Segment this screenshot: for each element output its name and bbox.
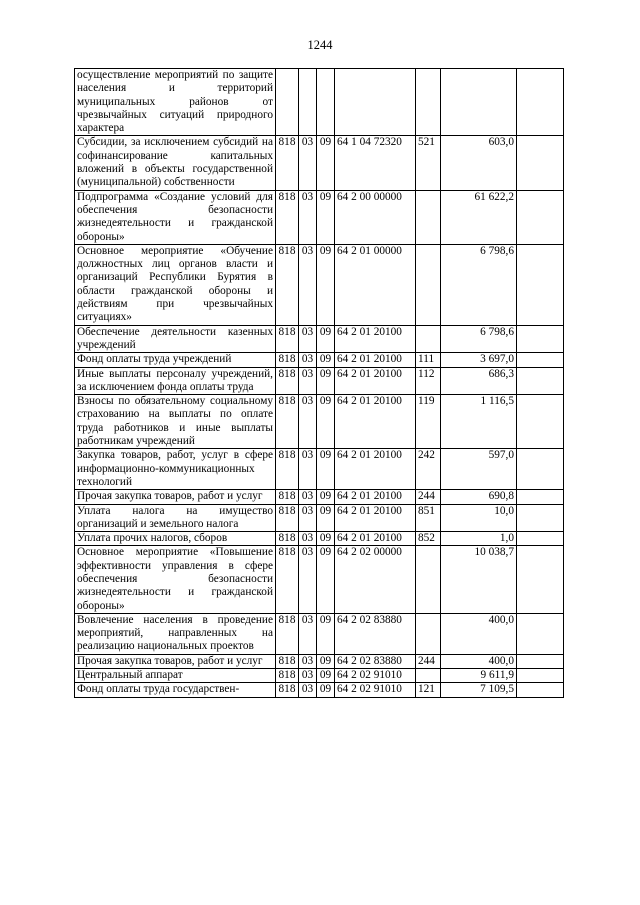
section-cell: 03 (299, 683, 317, 697)
ministry-code-cell: 818 (276, 244, 299, 325)
row-name-cell: Фонд оплаты труда государствен- (75, 683, 276, 697)
empty-cell (517, 325, 564, 353)
target-article-cell: 64 2 01 20100 (335, 449, 416, 490)
row-name-cell: Прочая закупка товаров, работ и услуг (75, 490, 276, 504)
empty-cell (517, 367, 564, 395)
table-row (75, 613, 564, 654)
ministry-code-cell: 818 (276, 353, 299, 367)
section-cell: 03 (299, 325, 317, 353)
target-article-cell: 64 2 02 91010 (335, 669, 416, 683)
empty-cell (517, 136, 564, 190)
subsection-cell: 09 (317, 654, 335, 668)
section-cell: 03 (299, 490, 317, 504)
amount-cell: 9 611,9 (441, 669, 517, 683)
ministry-code-cell: 818 (276, 613, 299, 654)
subsection-cell: 09 (317, 546, 335, 613)
empty-cell (517, 613, 564, 654)
ministry-code-cell: 818 (276, 683, 299, 697)
table-row (75, 367, 564, 395)
section-cell: 03 (299, 244, 317, 325)
amount-cell: 6 798,6 (441, 325, 517, 353)
empty-cell (517, 546, 564, 613)
subsection-cell: 09 (317, 683, 335, 697)
row-name-cell: осуществление мероприятий по защите населения и территорий муниципальных районов от чрезвычайных ситуаций природного характера (75, 69, 276, 136)
expense-type-cell: 244 (416, 654, 441, 668)
empty-cell (517, 683, 564, 697)
table-row (75, 449, 564, 490)
expense-type-cell (416, 244, 441, 325)
empty-cell (517, 353, 564, 367)
row-name-cell: Центральный аппарат (75, 669, 276, 683)
table-row (75, 190, 564, 244)
amount-cell: 686,3 (441, 367, 517, 395)
section-cell: 03 (299, 136, 317, 190)
amount-cell: 3 697,0 (441, 353, 517, 367)
section-cell (299, 69, 317, 136)
table-row (75, 244, 564, 325)
target-article-cell: 64 2 00 00000 (335, 190, 416, 244)
table-body (75, 69, 564, 698)
amount-cell: 1 116,5 (441, 395, 517, 449)
ministry-code-cell: 818 (276, 490, 299, 504)
amount-cell: 10 038,7 (441, 546, 517, 613)
empty-cell (517, 244, 564, 325)
ministry-code-cell (276, 69, 299, 136)
ministry-code-cell: 818 (276, 395, 299, 449)
ministry-code-cell: 818 (276, 449, 299, 490)
table-row (75, 504, 564, 532)
table-row (75, 69, 564, 136)
ministry-code-cell: 818 (276, 546, 299, 613)
expense-type-cell (416, 613, 441, 654)
table-row (75, 395, 564, 449)
table-row (75, 669, 564, 683)
row-name-cell: Иные выплаты персоналу учреждений, за исключением фонда оплаты труда (75, 367, 276, 395)
ministry-code-cell: 818 (276, 669, 299, 683)
target-article-cell: 64 2 01 20100 (335, 325, 416, 353)
section-cell: 03 (299, 353, 317, 367)
subsection-cell: 09 (317, 532, 335, 546)
section-cell: 03 (299, 532, 317, 546)
expense-type-cell (416, 325, 441, 353)
expense-type-cell: 111 (416, 353, 441, 367)
empty-cell (517, 190, 564, 244)
subsection-cell (317, 69, 335, 136)
expense-type-cell: 851 (416, 504, 441, 532)
subsection-cell: 09 (317, 490, 335, 504)
amount-cell: 6 798,6 (441, 244, 517, 325)
table-row (75, 490, 564, 504)
row-name-cell: Основное мероприятие «Повышение эффективности управления в сфере обеспечения безопасности жизнедеятельности и гражданской обороны» (75, 546, 276, 613)
subsection-cell: 09 (317, 449, 335, 490)
subsection-cell: 09 (317, 353, 335, 367)
section-cell: 03 (299, 654, 317, 668)
target-article-cell: 64 2 01 20100 (335, 504, 416, 532)
expense-type-cell: 521 (416, 136, 441, 190)
table-row (75, 325, 564, 353)
row-name-cell: Фонд оплаты труда учреждений (75, 353, 276, 367)
target-article-cell: 64 2 01 20100 (335, 532, 416, 546)
subsection-cell: 09 (317, 613, 335, 654)
expense-type-cell: 244 (416, 490, 441, 504)
row-name-cell: Взносы по обязательному социальному страхованию на выплаты по оплате труда работников и иные выплаты работникам учреждений (75, 395, 276, 449)
target-article-cell: 64 2 01 20100 (335, 395, 416, 449)
table-row (75, 654, 564, 668)
subsection-cell: 09 (317, 325, 335, 353)
table-row (75, 683, 564, 697)
target-article-cell: 64 2 01 20100 (335, 353, 416, 367)
ministry-code-cell: 818 (276, 654, 299, 668)
ministry-code-cell: 818 (276, 367, 299, 395)
expense-type-cell: 112 (416, 367, 441, 395)
row-name-cell: Вовлечение населения в проведение мероприятий, направленных на реализацию национальных проектов (75, 613, 276, 654)
section-cell: 03 (299, 367, 317, 395)
expense-type-cell (416, 69, 441, 136)
amount-cell: 690,8 (441, 490, 517, 504)
row-name-cell: Основное мероприятие «Обучение должностных лиц органов власти и организаций Республики Бурятия в области гражданской обороны и действиям при чрезвычайных ситуациях» (75, 244, 276, 325)
section-cell: 03 (299, 395, 317, 449)
section-cell: 03 (299, 449, 317, 490)
table-row (75, 353, 564, 367)
subsection-cell: 09 (317, 504, 335, 532)
amount-cell: 400,0 (441, 613, 517, 654)
row-name-cell: Уплата налога на имущество организаций и земельного налога (75, 504, 276, 532)
empty-cell (517, 69, 564, 136)
amount-cell: 61 622,2 (441, 190, 517, 244)
ministry-code-cell: 818 (276, 325, 299, 353)
expense-type-cell (416, 190, 441, 244)
target-article-cell (335, 69, 416, 136)
amount-cell: 1,0 (441, 532, 517, 546)
empty-cell (517, 532, 564, 546)
amount-cell: 7 109,5 (441, 683, 517, 697)
amount-cell: 400,0 (441, 654, 517, 668)
ministry-code-cell: 818 (276, 532, 299, 546)
target-article-cell: 64 1 04 72320 (335, 136, 416, 190)
section-cell: 03 (299, 613, 317, 654)
expense-type-cell: 242 (416, 449, 441, 490)
empty-cell (517, 654, 564, 668)
ministry-code-cell: 818 (276, 504, 299, 532)
expense-type-cell (416, 546, 441, 613)
section-cell: 03 (299, 546, 317, 613)
target-article-cell: 64 2 01 20100 (335, 367, 416, 395)
row-name-cell: Субсидии, за исключением субсидий на софинансирование капитальных вложений в объекты государственной (муниципальной) собственности (75, 136, 276, 190)
row-name-cell: Подпрограмма «Создание условий для обеспечения безопасности жизнедеятельности и гражданской обороны» (75, 190, 276, 244)
amount-cell: 597,0 (441, 449, 517, 490)
target-article-cell: 64 2 01 00000 (335, 244, 416, 325)
expense-type-cell: 121 (416, 683, 441, 697)
row-name-cell: Закупка товаров, работ, услуг в сфере информационно-коммуникационных технологий (75, 449, 276, 490)
empty-cell (517, 504, 564, 532)
target-article-cell: 64 2 02 83880 (335, 613, 416, 654)
target-article-cell: 64 2 02 83880 (335, 654, 416, 668)
target-article-cell: 64 2 02 00000 (335, 546, 416, 613)
row-name-cell: Обеспечение деятельности казенных учреждений (75, 325, 276, 353)
subsection-cell: 09 (317, 136, 335, 190)
empty-cell (517, 669, 564, 683)
amount-cell (441, 69, 517, 136)
subsection-cell: 09 (317, 190, 335, 244)
expense-type-cell: 119 (416, 395, 441, 449)
section-cell: 03 (299, 669, 317, 683)
amount-cell: 10,0 (441, 504, 517, 532)
empty-cell (517, 395, 564, 449)
table-row (75, 546, 564, 613)
section-cell: 03 (299, 504, 317, 532)
ministry-code-cell: 818 (276, 136, 299, 190)
table-row (75, 136, 564, 190)
amount-cell: 603,0 (441, 136, 517, 190)
subsection-cell: 09 (317, 669, 335, 683)
expense-type-cell (416, 669, 441, 683)
subsection-cell: 09 (317, 395, 335, 449)
row-name-cell: Прочая закупка товаров, работ и услуг (75, 654, 276, 668)
subsection-cell: 09 (317, 244, 335, 325)
expense-type-cell: 852 (416, 532, 441, 546)
ministry-code-cell: 818 (276, 190, 299, 244)
empty-cell (517, 449, 564, 490)
table-row (75, 532, 564, 546)
page-number: 1244 (307, 38, 333, 52)
subsection-cell: 09 (317, 367, 335, 395)
budget-table (74, 68, 564, 698)
target-article-cell: 64 2 01 20100 (335, 490, 416, 504)
target-article-cell: 64 2 02 91010 (335, 683, 416, 697)
row-name-cell: Уплата прочих налогов, сборов (75, 532, 276, 546)
empty-cell (517, 490, 564, 504)
section-cell: 03 (299, 190, 317, 244)
